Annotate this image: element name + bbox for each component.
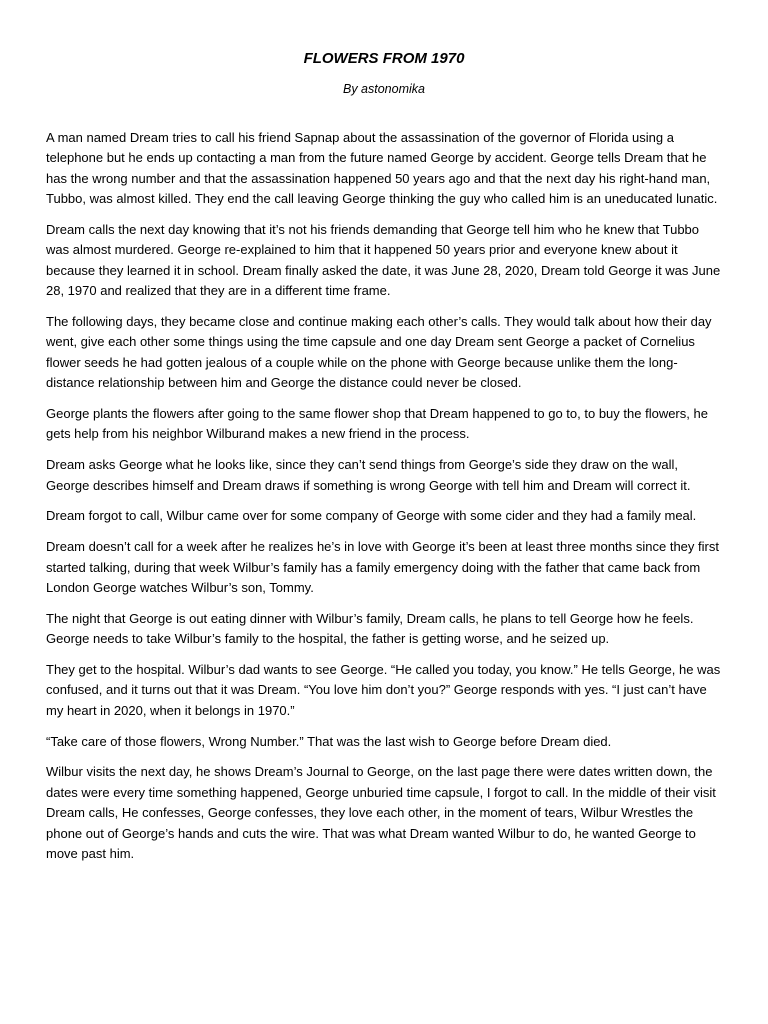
document-byline: By astonomika bbox=[343, 82, 425, 96]
paragraph: Dream asks George what he looks like, since they can’t send things from George’s side they draw on the wall, George describes himself and Dream draws if something is wrong George with tell him and Dream will correct it. bbox=[46, 457, 691, 493]
paragraph: Wilbur visits the next day, he shows Dream’s Journal to George, on the last page there were dates written down, the dates were every time something happened, George unburied time capsule, I forgot to call. In the middle of their visit Dream calls, He confesses, George confesses, they love each other, in the moment of tears, Wilbur Wrestles the phone out of George’s hands and cuts the wire. That was what Dream wanted Wilbur to do, he wanted George to move past him. bbox=[46, 764, 716, 862]
paragraph: A man named Dream tries to call his friend Sapnap about the assassination of the governor of Florida using a telephone but he ends up contacting a man from the future named George by accident. George tells Dream that he has the wrong number and that the assassination happened 50 years ago and that the next day his right-hand man, Tubbo, was almost killed. They end the call leaving George thinking the guy who called him is an uneducated lunatic. bbox=[46, 130, 718, 207]
paragraph: The following days, they became close and continue making each other’s calls. They would talk about how their day went, give each other some things using the time capsule and one day Dream sent George a packet of Cornelius flower seeds he had gotten jealous of a couple while on the phone with George because unlike them the long-distance relationship between him and George the distance could never be closed. bbox=[46, 314, 712, 391]
document-body bbox=[46, 128, 724, 875]
paragraph: Dream calls the next day knowing that it’s not his friends demanding that George tell him who he knew that Tubbo was almost murdered. George re-explained to him that it happened 50 years prior and everyone knew about it because they learned it in school. Dream finally asked the date, it was June 28, 2020, Dream told George it was June 28, 1970 and realized that they are in a different time frame. bbox=[46, 222, 721, 299]
paragraph: The night that George is out eating dinner with Wilbur’s family, Dream calls, he plans to tell George how he feels. George needs to take Wilbur’s family to the hospital, the father is getting worse, and he seized up. bbox=[46, 610, 694, 647]
paragraph: They get to the hospital. Wilbur’s dad wants to see George. “He called you today, you know.” He tells George, he was confused, and it turns out that it was Dream. “You love him don’t you?” George responds with yes. “I just can’t have my heart in 2020, when it belongs in 1970.” bbox=[46, 662, 721, 718]
document-title: FLOWERS FROM 1970 bbox=[303, 50, 465, 67]
paragraph: George plants the flowers after going to the same flower shop that Dream happened to go to, to buy the flowers, he gets help from his neighbor Wilburand makes a new friend in the process. bbox=[46, 406, 708, 442]
paragraph: “Take care of those flowers, Wrong Number.” That was the last wish to George before Dream died. bbox=[46, 733, 612, 749]
paragraph: Dream doesn’t call for a week after he realizes he’s in love with George it’s been at least three months since they first started talking, during that week Wilbur’s family has a family emergency doing with the father that came back from London George watches Wilbur’s son, Tommy. bbox=[46, 539, 719, 596]
paragraph: Dream forgot to call, Wilbur came over for some company of George with some cider and they had a family meal. bbox=[46, 508, 697, 524]
